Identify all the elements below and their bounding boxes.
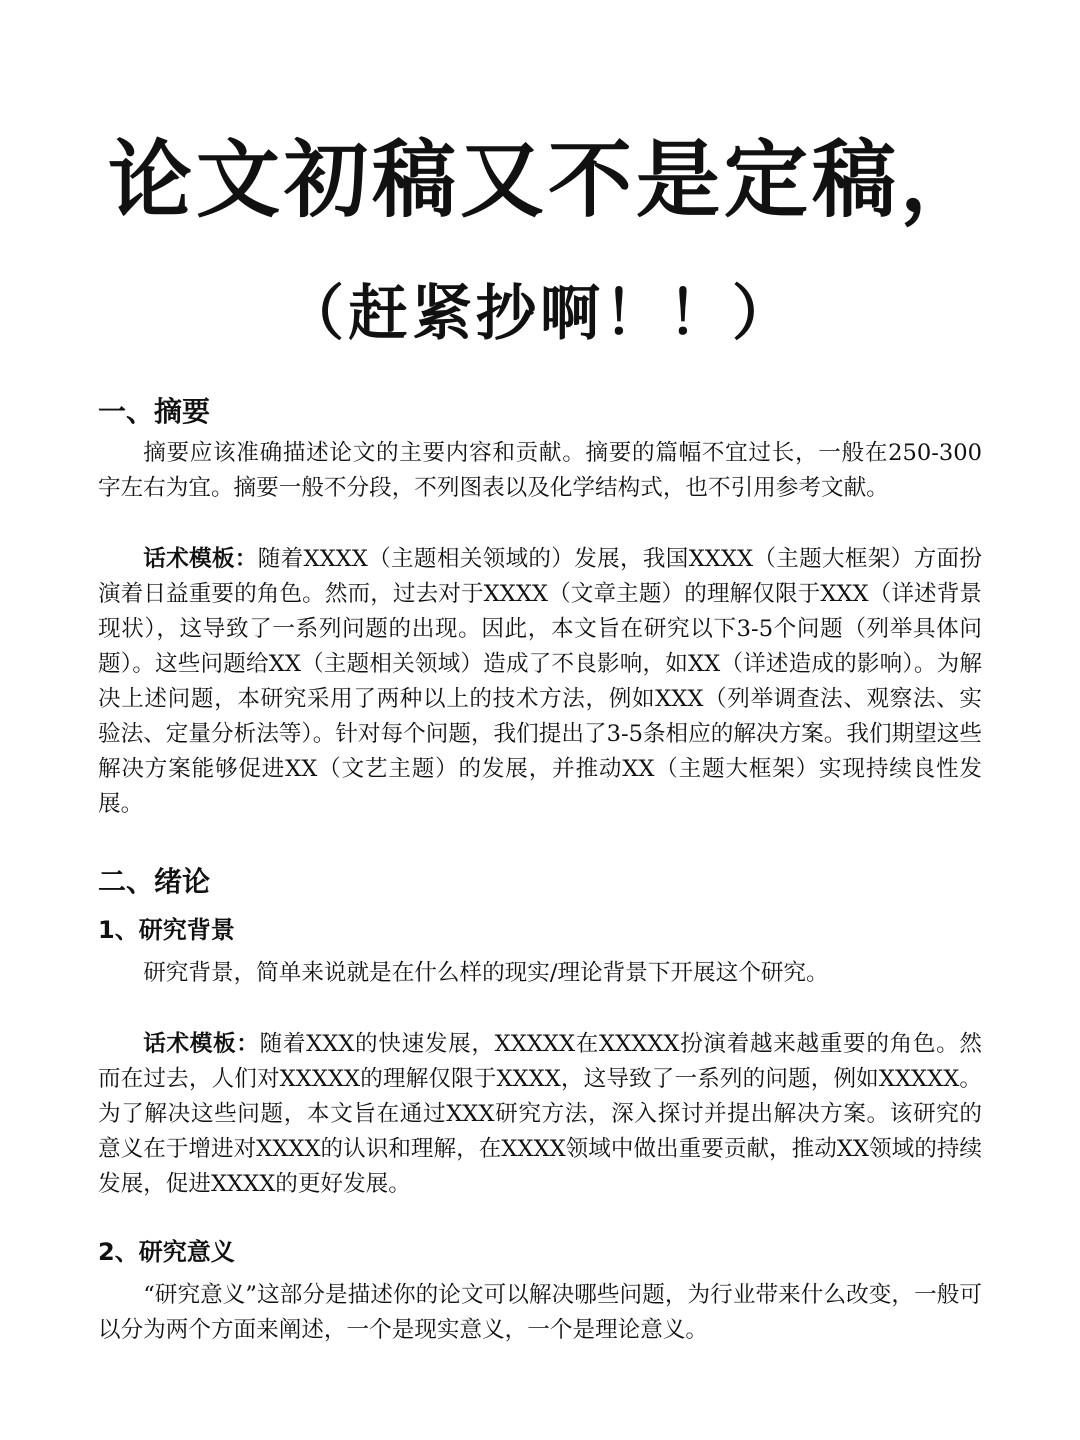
title-line-1: 论文初稿又不是定稿， [108, 130, 989, 229]
template-label: 话术模板： [143, 1031, 260, 1057]
template-label: 话术模板： [143, 546, 258, 572]
background-template-paragraph [98, 1027, 982, 1202]
section-heading-introduction: 二、绪论 [98, 865, 211, 898]
abstract-template-paragraph [98, 542, 982, 822]
title-line-2: （赶紧抄啊！！） [284, 279, 796, 349]
template-text: 随着XXX的快速发展，XXXXX在XXXXX扮演着越来越重要的角色。然而在过去，人们对XXXXX的理解仅限于XXXX，这导致了一系列的问题，例如XXXXX。为了解决这些问题，本文旨在通过XXX研究方法，深入探讨并提出解决方案。该研究的意义在于增进对XXXX的认识和理解，在XXXX领域中做出重要贡献，推动XX领域的持续发展，促进XXXX的更好发展。 [98, 1031, 983, 1197]
significance-paragraph: “研究意义”这部分是描述你的论文可以解决哪些问题，为行业带来什么改变，一般可以分为两个方面来阐述，一个是现实意义，一个是理论意义。 [98, 1282, 982, 1343]
section-heading-abstract: 一、摘要 [98, 395, 211, 428]
subheading-research-background: 1、研究背景 [98, 916, 235, 944]
abstract-paragraph: 摘要应该准确描述论文的主要内容和贡献。摘要的篇幅不宜过长，一般在250-300字左右为宜。摘要一般不分段，不列图表以及化学结构式，也不引用参考文献。 [98, 440, 982, 501]
background-paragraph: 研究背景，简单来说就是在什么样的现实/理论背景下开展这个研究。 [143, 960, 829, 986]
template-text: 随着XXXX（主题相关领域的）发展，我国XXXX（主题大框架）方面扮演着日益重要的角色。然而，过去对于XXXX（文章主题）的理解仅限于XXX（详述背景现状），这导致了一系列问题的出现。因此，本文旨在研究以下3-5个问题（列举具体问题）。这些问题给XX（主题相关领域）造成了不良影响，如XX（详述造成的影响）。为解决上述问题，本研究采用了两种以上的技术方法，例如XXX（列举调查法、观察法、实验法、定量分析法等）。针对每个问题，我们提出了3-5条相应的解决方案。我们期望这些解决方案能够促进XX（文艺主题）的发展，并推动XX（主题大框架）实现持续良性发展。 [98, 546, 983, 817]
subheading-research-significance: 2、研究意义 [98, 1238, 235, 1266]
